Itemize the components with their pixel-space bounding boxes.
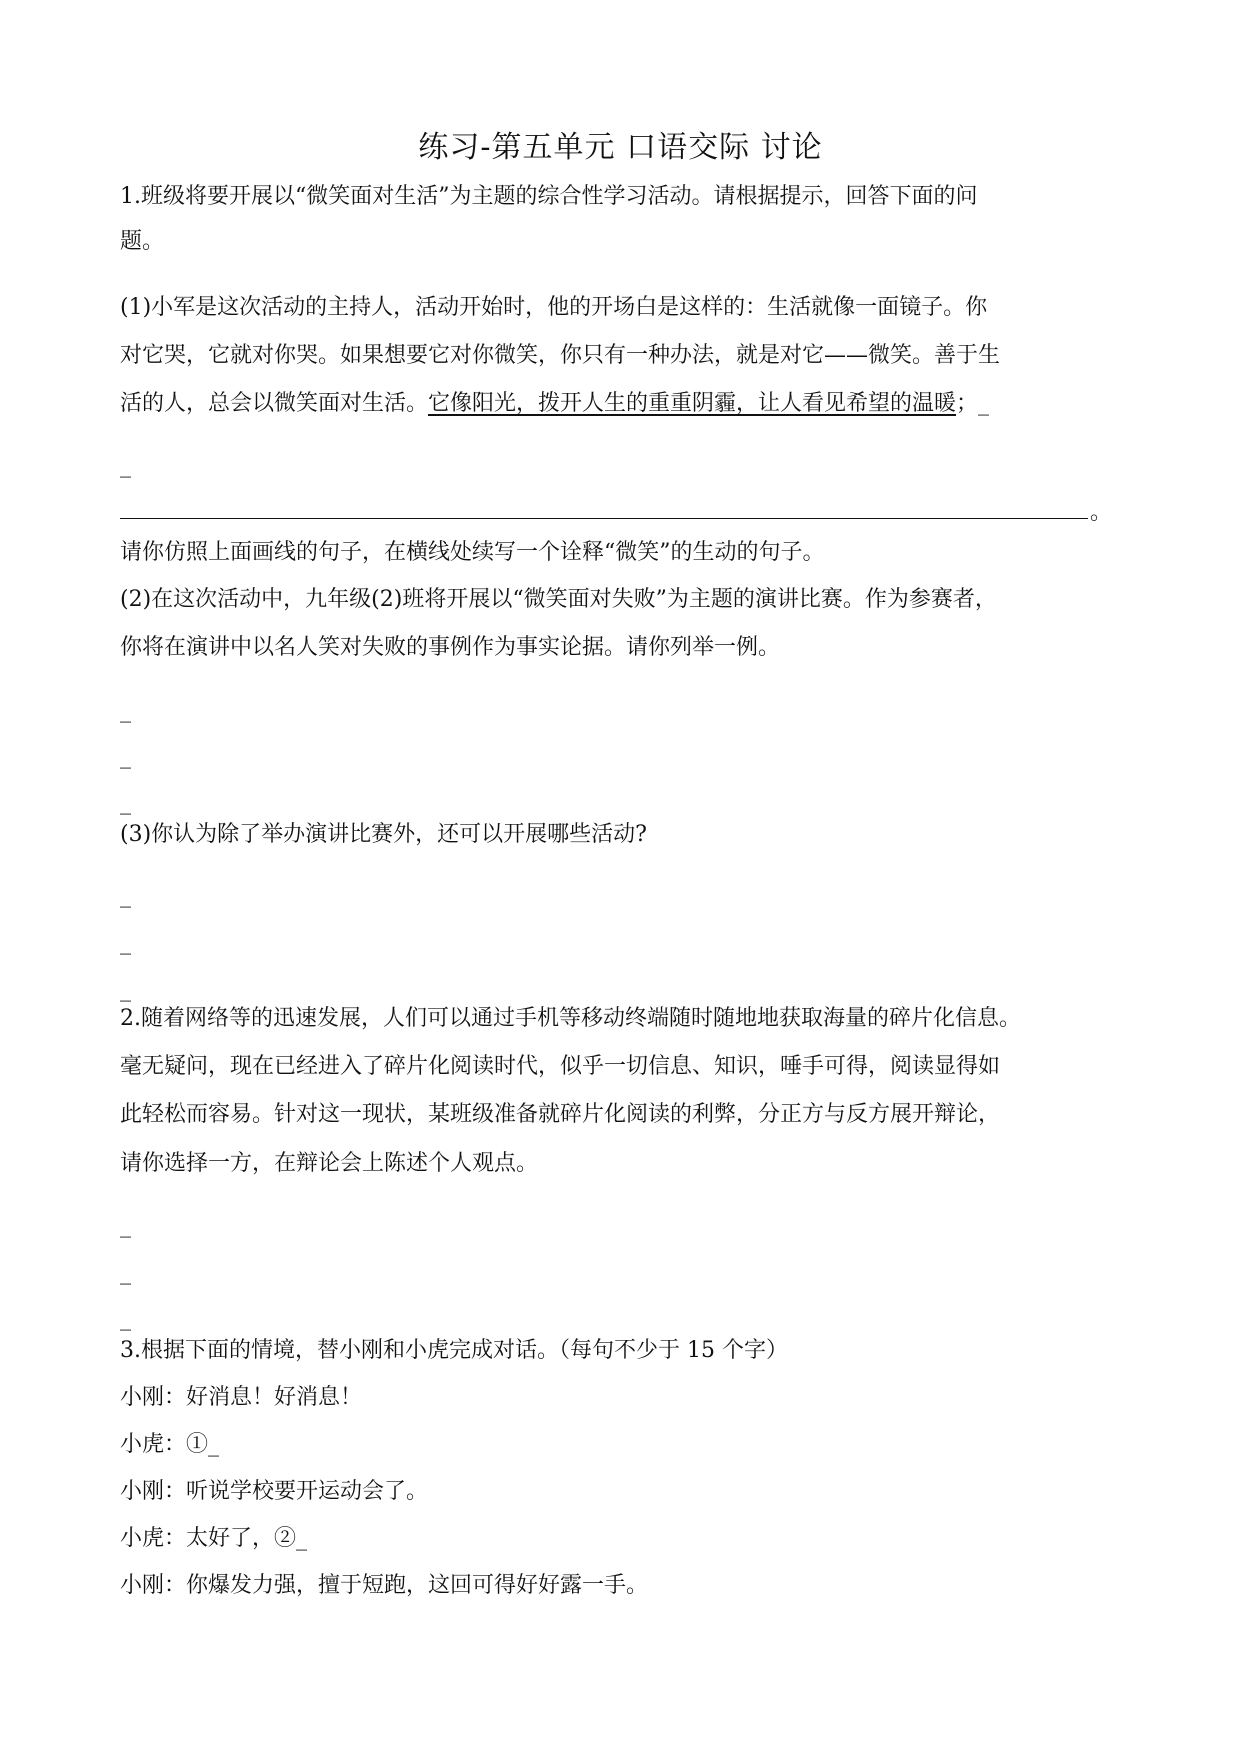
q1-sub2-blank-3[interactable]: _ bbox=[120, 790, 131, 815]
dialogue-answer-blank-1[interactable]: ①_ bbox=[186, 1432, 220, 1457]
q1-sub2-blank-1[interactable]: _ bbox=[120, 698, 131, 723]
q1-sub3-line1: (3)你认为除了举办演讲比赛外，还可以开展哪些活动? bbox=[120, 822, 647, 847]
q1-sub2-line2: 你将在演讲中以名人笑对失败的事例作为事实论据。请你列举一例。 bbox=[120, 635, 781, 660]
q3-stem: 3.根据下面的情境，替小刚和小虎完成对话。（每句不少于 15 个字） bbox=[120, 1338, 788, 1363]
q1-sub3-blank-1[interactable]: _ bbox=[120, 883, 131, 908]
q2-line1: 2.随着网络等的迅速发展，人们可以通过手机等移动终端随时随地地获取海量的碎片化信息。 bbox=[120, 1006, 1021, 1031]
q2-line4: 请你选择一方，在辩论会上陈述个人观点。 bbox=[120, 1151, 539, 1176]
q2-blank-1[interactable]: _ bbox=[120, 1213, 131, 1238]
q1-sub2-line1: (2)在这次活动中，九年级(2)班将开展以“微笑面对失败”为主题的演讲比赛。作为参赛者， bbox=[120, 587, 997, 612]
q2-blank-2[interactable]: _ bbox=[120, 1260, 131, 1285]
q1-sub1-line1: (1)小军是这次活动的主持人，活动开始时，他的开场白是这样的：生活就像一面镜子。你 bbox=[120, 295, 988, 320]
q1-stem-line1: 1.班级将要开展以“微笑面对生活”为主题的综合性学习活动。请根据提示，回答下面的问 bbox=[120, 184, 978, 209]
q1-stem-line2: 题。 bbox=[120, 229, 165, 254]
q1-sub2-blank-2[interactable]: _ bbox=[120, 744, 131, 769]
page-title: 练习-第五单元 口语交际 讨论 bbox=[418, 130, 823, 165]
q2-blank-3[interactable]: _ bbox=[120, 1306, 131, 1331]
dialogue-line bbox=[120, 1523, 307, 1555]
dialogue-speaker: 小虎： bbox=[120, 1526, 187, 1551]
q1-sub1-line3 bbox=[120, 388, 989, 420]
q1-sub1-answer-line[interactable] bbox=[120, 518, 1088, 519]
q1-sub1-blank-mark[interactable]: _ bbox=[120, 453, 131, 478]
dialogue-speaker: 小刚： bbox=[120, 1385, 187, 1410]
dialogue-text: 你爆发力强，擅于短跑，这回可得好好露一手。 bbox=[186, 1573, 649, 1598]
q1-sub1-line3-tail: ；_ bbox=[956, 391, 990, 416]
q2-line2: 毫无疑问，现在已经进入了碎片化阅读时代，似乎一切信息、知识，唾手可得，阅读显得如 bbox=[120, 1054, 1001, 1079]
dialogue-line bbox=[120, 1476, 428, 1508]
dialogue-line bbox=[120, 1429, 219, 1461]
dialogue-line bbox=[120, 1382, 362, 1414]
dialogue-speaker: 小刚： bbox=[120, 1479, 187, 1504]
dialogue-speaker: 小刚： bbox=[120, 1573, 187, 1598]
dialogue-speaker: 小虎： bbox=[120, 1432, 187, 1457]
q2-line3: 此轻松而容易。针对这一现状，某班级准备就碎片化阅读的利弊，分正方与反方展开辩论， bbox=[120, 1102, 1001, 1127]
dialogue-answer-blank-2[interactable]: 太好了，②_ bbox=[186, 1526, 308, 1551]
q1-sub1-instruction: 请你仿照上面画线的句子，在横线处续写一个诠释“微笑”的生动的句子。 bbox=[120, 540, 825, 565]
q1-sub1-blank-end: 。 bbox=[1090, 500, 1113, 525]
q1-sub1-line2: 对它哭，它就对你哭。如果想要它对你微笑，你只有一种办法，就是对它——微笑。善于生 bbox=[120, 343, 1001, 368]
q1-sub1-underlined-sentence: 它像阳光，拨开人生的重重阴霾，让人看见希望的温暖 bbox=[428, 391, 957, 416]
dialogue-text: 听说学校要开运动会了。 bbox=[186, 1479, 429, 1504]
dialogue-text: 好消息！好消息！ bbox=[186, 1385, 363, 1410]
q1-sub1-line3-plain: 活的人，总会以微笑面对生活。 bbox=[120, 391, 429, 416]
q1-sub3-blank-3[interactable]: _ bbox=[120, 977, 131, 1002]
dialogue-line bbox=[120, 1570, 648, 1602]
q1-sub3-blank-2[interactable]: _ bbox=[120, 930, 131, 955]
